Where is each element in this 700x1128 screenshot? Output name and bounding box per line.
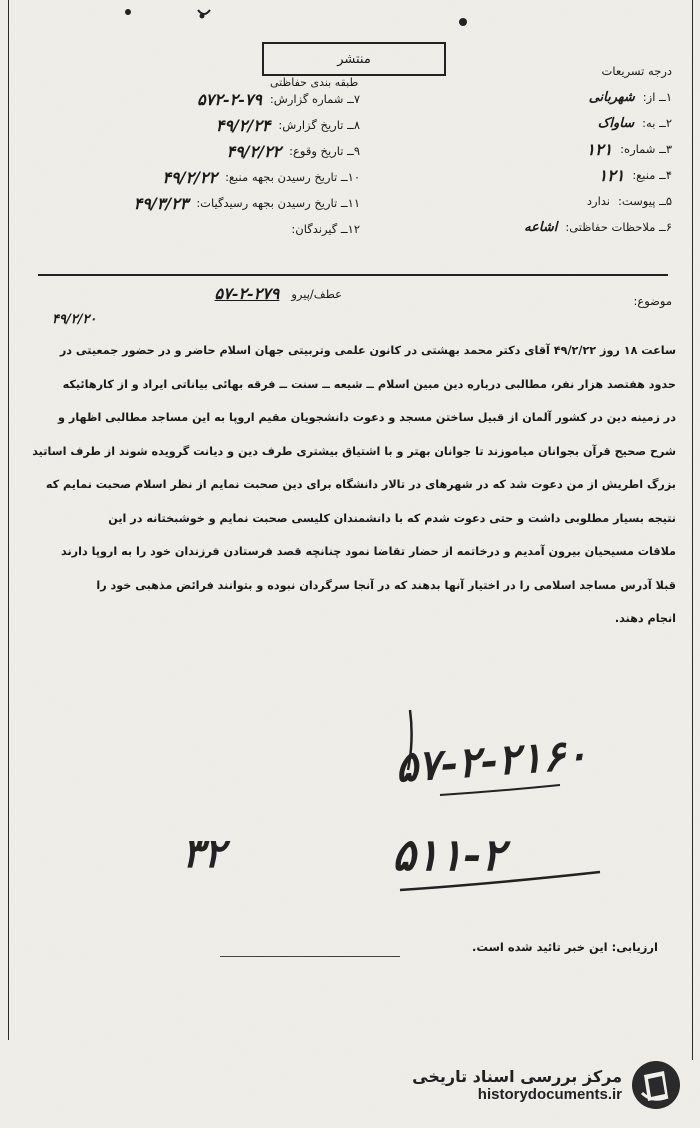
brand-name: مرکز بررسی اسناد تاریخی [412,1067,622,1086]
body-line: قبلا آدرس مساجد اسلامی را در اختیار آنها بدهند که در آنجا سرگردان نبوده و بتوانند فرائض مذهبی خود را [96,578,676,592]
annex-row [32,284,672,303]
body-line: حدود هفتصد هزار نفر، مطالبی درباره دین مبین اسلام ــ شیعه ــ سنت ــ فرقه بهائی بیاناتی ایراد و از کارهائیکه [62,377,676,391]
handwritten-left-mark: ۳۲ [182,830,225,877]
punch-marks [120,4,520,34]
handwritten-center-mark: ۵۱۱-۲ [392,830,505,881]
scan-edge-left [8,0,9,1040]
field-to: ۲ــ به: ساواک [597,115,672,131]
annex-date: ۴۹/۲/۲۰ [52,312,97,327]
report-body [20,334,676,636]
assessment-underline [220,956,400,957]
body-line: شرح صحیح قرآن بجوانان میاموزند تا جوانان بهتر و با اشتیاق بیشتری طرف دین و دیانت گرویده شوند از طرف اساتید [32,444,676,458]
brand-text [412,1067,622,1103]
body-line: ملاقات مسیحیان بیرون آمدیم و درخاتمه از حضار تقاضا نمود چنانچه قصد فرستادن فرزندان خود را به اروپا دارند [61,545,676,558]
field-number: ۳ــ شماره: ۱۲۱ [586,139,672,159]
body-line: در زمینه دین در کشور آلمان از قبیل ساختن مسجد و دعوت دانشجویان مقیم اروپا به این مساجد مطالبی اظهار و [58,411,676,424]
field-source: ۴ــ منبع: ۱۲۱ [598,165,672,185]
subject-label: موضوع: [633,294,672,308]
field-received-source-date: ۱۰ــ تاریخ رسیدن بجهه منبع: ۴۹/۲/۲۲ [162,167,360,187]
stamp-text: منتشر [337,51,371,67]
body-line: نتیجه بسیار مطلوبی داشت و حتی دعوت شدم که با دانشمندان کلیسی صحبت نمایم و خوشبختانه در این [108,511,676,525]
header-divider [38,274,668,276]
field-recipients: ۱۲ــ گیرندگان: [291,222,360,236]
body-line: انجام دهند. [614,612,676,625]
fields-left [30,86,360,242]
brand-watermark [392,1056,682,1114]
body-line: بزرگ اطریش از من دعوت شد که در شهرهای در تالار دانشگاه برای دین صحبت نمایم از نظر اسلام صحبت نمایم که [45,478,676,491]
field-received-processing-date: ۱۱ــ تاریخ رسیدن بجهه رسیدگیات: ۴۹/۳/۲۳ [133,193,360,213]
field-report-number: ۷ــ شماره گزارش: ۵۷۲-۲-۷۹ [197,89,360,109]
field-report-date: ۸ــ تاریخ گزارش: ۴۹/۲/۲۴ [215,115,360,135]
annex-number: ۵۷-۲-۲۷۹ [214,284,280,303]
field-attachment: ۵ــ پیوست: ندارد [586,194,672,208]
brand-logo-icon [630,1059,682,1111]
classification-label: طبقه بندی حفاظتی [270,76,359,89]
field-priority: درجه تسریعات [601,64,672,78]
brand-url: historydocuments.ir [477,1086,622,1103]
field-from: ۱ــ از: شهربانی [588,89,672,105]
annex-label: عطف/پیرو [291,286,342,301]
scan-edge-right [692,0,693,1060]
fields-right [342,58,672,240]
field-security-notes: ۶ــ ملاحظات حفاظتی: اشاعه [524,219,672,235]
field-event-date: ۹ــ تاریخ وقوع: ۴۹/۲/۲۲ [226,141,360,161]
handwritten-file-number: ۵۷-۲-۲۱۶۰ [393,729,590,792]
body-line: ساعت ۱۸ روز ۴۹/۲/۲۲ آقای دکتر محمد بهشتی در کانون علمی وتربیتی جهان اسلام حاضر و در حضور جمعیتی در [59,344,676,357]
handwritten-strokes [380,700,640,900]
assessment-note: ارزیابی: این خبر تائید شده است. [472,940,658,954]
